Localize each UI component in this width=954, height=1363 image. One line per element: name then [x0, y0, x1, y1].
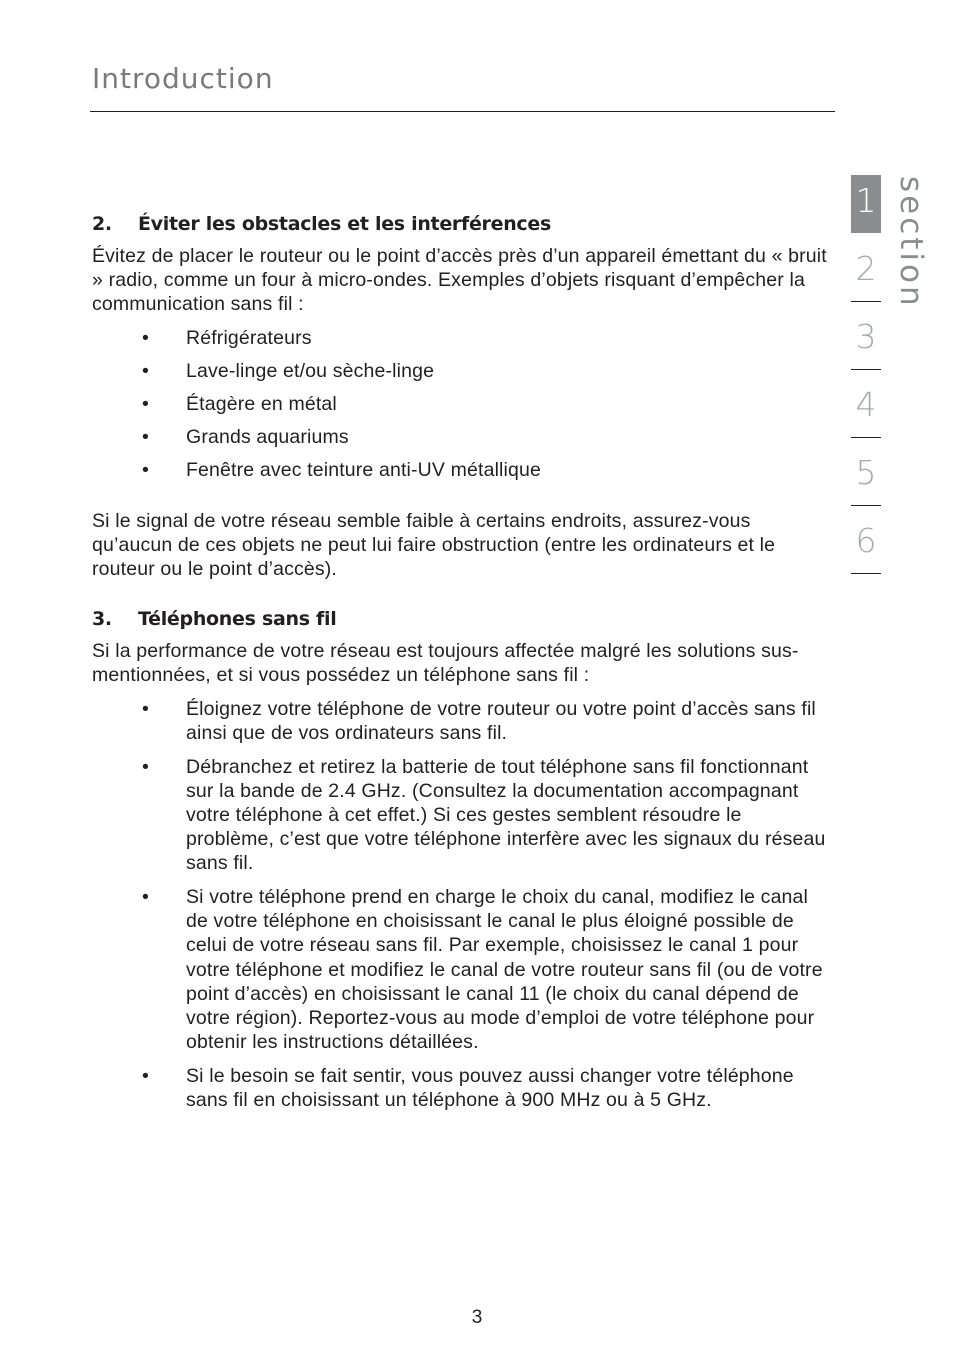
page-content: [92, 213, 827, 1122]
list-item: • Éloignez votre téléphone de votre routeur ou votre point d’accès sans fil ainsi que de vos ordinateurs sans fil.: [142, 697, 816, 744]
list-item: • Fenêtre avec teinture anti-UV métallique: [142, 459, 542, 482]
section-tab-number: 4: [855, 385, 877, 424]
tab-divider: [851, 437, 881, 438]
section-2-bullet-list: [92, 326, 827, 483]
section-tab-5[interactable]: [851, 447, 881, 505]
section-tab-1[interactable]: [851, 175, 881, 233]
list-item: • Grands aquariums: [142, 426, 349, 449]
bullet-icon: •: [142, 1064, 149, 1087]
bullet-icon: •: [142, 755, 149, 778]
section-tab-number: 3: [855, 317, 877, 356]
section-2-number: 2.: [92, 213, 112, 235]
section-tab-number: 6: [855, 521, 877, 560]
section-2-intro: Évitez de placer le routeur ou le point d’accès près d’un appareil émettant du « bruit » radio, comme un four à micro-ondes. Exemples d’objets risquant d’empêcher la communication sans fil :: [92, 245, 827, 316]
section-tab-number: 1: [855, 181, 877, 220]
header-divider: [90, 111, 835, 112]
section-tab-2[interactable]: [851, 243, 881, 301]
section-tab-3[interactable]: [851, 311, 881, 369]
list-item: • Étagère en métal: [142, 393, 337, 416]
section-2-heading: [92, 213, 827, 235]
bullet-icon: •: [142, 426, 149, 449]
tab-divider: [851, 505, 881, 506]
page-header-title: Introduction: [92, 62, 274, 95]
bullet-icon: •: [142, 359, 149, 382]
section-3-intro: Si la performance de votre réseau est toujours affectée malgré les solutions sus-mentionnées, et si vous possédez un téléphone sans fil :: [92, 640, 799, 687]
list-item: • Si le besoin se fait sentir, vous pouvez aussi changer votre téléphone sans fil en choisissant un téléphone à 900 MHz ou à 5 GHz.: [142, 1064, 794, 1112]
section-tab-number: 2: [855, 249, 877, 288]
tab-divider: [851, 573, 881, 574]
bullet-icon: •: [142, 326, 149, 349]
bullet-icon: •: [142, 393, 149, 416]
section-tabs: [851, 175, 881, 583]
section-tab-6[interactable]: [851, 515, 881, 573]
section-2: [92, 213, 827, 581]
section-3-bullet-list: [92, 697, 827, 1113]
tab-divider: [851, 369, 881, 370]
section-tab-number: 5: [855, 453, 877, 492]
section-label: section: [893, 176, 929, 309]
list-item: • Débranchez et retirez la batterie de tout téléphone sans fil fonctionnant sur la bande de 2.4 GHz. (Consultez la documentation accompagnant votre téléphone à cet effet.) Si ces gestes semblent résoudre le problème, c’est que votre téléphone interfère avec les signaux du réseau sans fil.: [142, 755, 826, 875]
page-number: 3: [471, 1307, 483, 1328]
section-3-number: 3.: [92, 608, 112, 631]
section-2-title: Éviter les obstacles et les interférences: [138, 213, 551, 235]
list-item: • Si votre téléphone prend en charge le choix du canal, modifiez le canal de votre téléphone en choisissant le canal le plus éloigné possible de celui de votre réseau sans fil. Par exemple, choisissez le canal 1 pour votre téléphone et modifiez le canal de votre routeur sans fil (ou de votre point d’accès) en choisissant le canal 11 (le choix du canal dépend de votre région). Reportez-vous au mode d’emploi de votre téléphone pour obtenir les instructions détaillées.: [142, 886, 823, 1054]
bullet-icon: •: [142, 697, 149, 720]
section-3-heading: [92, 608, 827, 630]
section-3-title: Téléphones sans fil: [138, 608, 337, 631]
list-item: • Réfrigérateurs: [142, 326, 312, 349]
section-3: [92, 608, 827, 1112]
tab-divider: [851, 301, 881, 302]
bullet-icon: •: [142, 886, 149, 909]
bullet-icon: •: [142, 459, 149, 482]
section-tab-4[interactable]: [851, 379, 881, 437]
list-item: • Lave-linge et/ou sèche-linge: [142, 359, 435, 382]
section-2-outro: Si le signal de votre réseau semble faible à certains endroits, assurez-vous qu’aucun de ces objets ne peut lui faire obstruction (entre les ordinateurs et le routeur ou le point d’accès).: [92, 509, 776, 581]
